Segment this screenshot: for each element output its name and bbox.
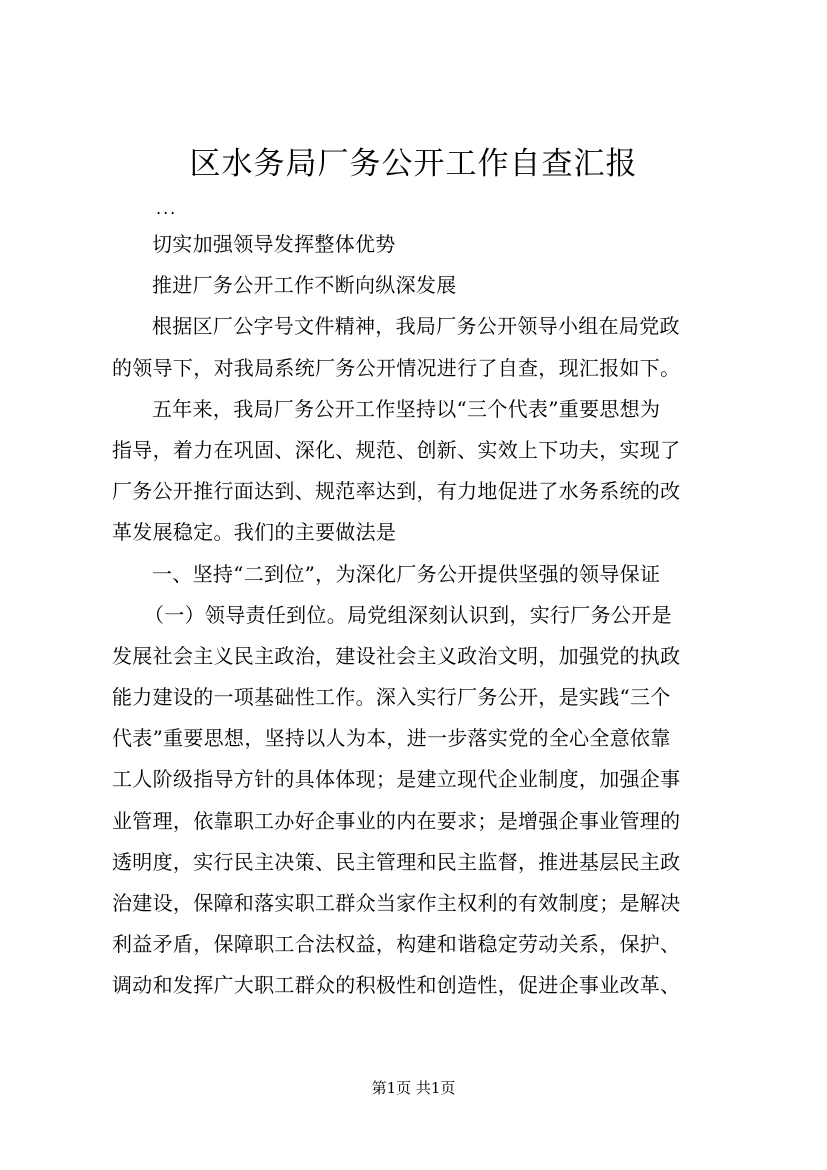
text-line: 代表”重要思想，坚持以人为本，进一步落实党的全心全意依靠 [112, 726, 671, 751]
text-line: 透明度，实行民主决策、民主管理和民主监督，推进基层民主政 [112, 849, 681, 874]
text-line: 革发展稳定。我们的主要做法是 [112, 520, 397, 545]
paragraph-lines [112, 224, 732, 1007]
text-line: 治建设，保障和落实职工群众当家作主权利的有效制度；是解决 [112, 891, 681, 915]
text-line: （一）领导责任到位。局党组深刻认识到，实行厂务公开是 [144, 602, 672, 627]
ellipsis-marker: ... [156, 199, 178, 218]
text-line: 切实加强领导发挥整体优势 [152, 232, 396, 256]
text-line: 指导，着力在巩固、深化、规范、创新、实效上下功夫，实现了 [112, 437, 681, 462]
text-line: 业管理，依靠职工办好企事业的内在要求；是增强企事业管理的 [112, 808, 681, 833]
text-line: 厂务公开推行面达到、规范率达到，有力地促进了水务系统的改 [112, 479, 681, 504]
text-line: 调动和发挥广大职工群众的积极性和创造性，促进企事业改革、 [112, 973, 681, 998]
text-line: 发展社会主义民主政治，建设社会主义政治文明，加强党的执政 [112, 643, 681, 668]
text-line: 能力建设的一项基础性工作。深入实行厂务公开，是实践“三个 [112, 685, 671, 710]
text-line: 工人阶级指导方针的具体体现；是建立现代企业制度，加强企事 [112, 767, 681, 792]
page-footer: 第1页 共1页 [371, 1079, 456, 1097]
text-line: 一、坚持“二到位”，为深化厂务公开提供坚强的领导保证 [152, 561, 661, 586]
text-line: 根据区厂公字号文件精神，我局厂务公开领导小组在局党政 [152, 314, 680, 339]
text-line: 的领导下，对我局系统厂务公开情况进行了自查，现汇报如下。 [112, 355, 681, 380]
document-title: 区水务局厂务公开工作自查汇报 [189, 146, 638, 182]
text-line: 利益矛盾，保障职工合法权益，构建和谐稳定劳动关系，保护、 [112, 932, 681, 957]
text-line: 推进厂务公开工作不断向纵深发展 [152, 273, 457, 298]
text-line: 五年来，我局厂务公开工作坚持以“三个代表”重要思想为 [152, 396, 661, 421]
document-body [112, 198, 732, 1007]
